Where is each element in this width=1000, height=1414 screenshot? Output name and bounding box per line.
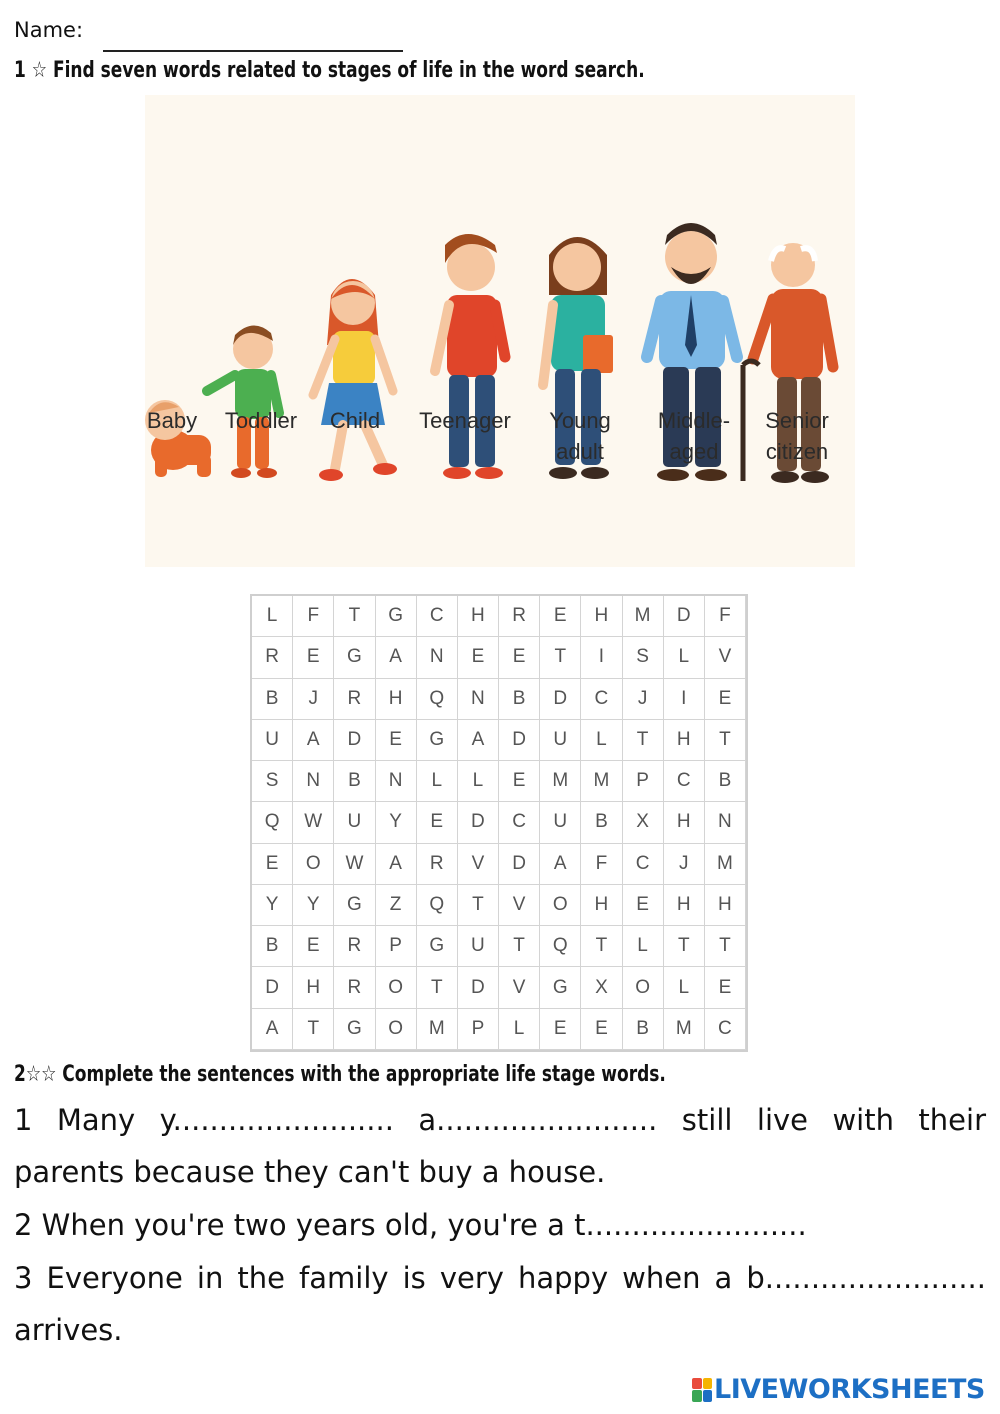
grid-cell[interactable]: P — [623, 761, 664, 802]
grid-cell[interactable]: O — [623, 967, 664, 1008]
grid-cell[interactable]: D — [458, 967, 499, 1008]
word-search-grid[interactable] — [250, 594, 748, 1052]
grid-cell[interactable]: M — [623, 596, 664, 637]
name-label: Name: — [14, 18, 84, 42]
grid-cell[interactable]: D — [540, 679, 581, 720]
grid-cell[interactable]: N — [293, 761, 334, 802]
grid-cell[interactable]: E — [499, 761, 540, 802]
grid-cell[interactable]: L — [499, 1009, 540, 1050]
grid-cell[interactable]: L — [417, 761, 458, 802]
grid-cell[interactable]: V — [499, 885, 540, 926]
grid-cell[interactable]: R — [334, 926, 375, 967]
grid-cell[interactable]: Z — [376, 885, 417, 926]
grid-cell[interactable]: Q — [540, 926, 581, 967]
grid-cell[interactable]: N — [376, 761, 417, 802]
grid-cell[interactable]: O — [376, 967, 417, 1008]
grid-cell[interactable]: S — [623, 637, 664, 678]
grid-cell[interactable]: H — [293, 967, 334, 1008]
grid-cell[interactable]: T — [417, 967, 458, 1008]
name-line[interactable] — [103, 50, 403, 52]
grid-cell[interactable]: M — [540, 761, 581, 802]
grid-cell[interactable]: J — [664, 844, 705, 885]
grid-cell[interactable]: L — [458, 761, 499, 802]
grid-cell[interactable]: H — [458, 596, 499, 637]
grid-cell[interactable]: A — [376, 637, 417, 678]
grid-cell[interactable]: E — [705, 967, 746, 1008]
grid-cell[interactable]: T — [499, 926, 540, 967]
grid-cell[interactable]: L — [664, 637, 705, 678]
grid-cell[interactable]: P — [376, 926, 417, 967]
grid-cell[interactable]: F — [705, 596, 746, 637]
grid-cell[interactable]: E — [376, 720, 417, 761]
grid-cell[interactable]: T — [581, 926, 622, 967]
grid-cell[interactable]: M — [417, 1009, 458, 1050]
grid-cell[interactable]: M — [664, 1009, 705, 1050]
grid-cell[interactable]: O — [376, 1009, 417, 1050]
grid-cell[interactable]: G — [334, 885, 375, 926]
grid-cell[interactable]: M — [705, 844, 746, 885]
grid-cell[interactable]: T — [623, 720, 664, 761]
grid-cell[interactable]: R — [334, 967, 375, 1008]
grid-cell[interactable]: L — [581, 720, 622, 761]
grid-cell[interactable]: H — [581, 596, 622, 637]
grid-cell[interactable]: B — [252, 679, 293, 720]
grid-cell[interactable]: T — [334, 596, 375, 637]
logo-text: LIVEWORKSHEETS — [714, 1374, 985, 1405]
grid-cell[interactable]: Q — [417, 885, 458, 926]
grid-cell[interactable]: M — [581, 761, 622, 802]
grid-cell[interactable]: Q — [417, 679, 458, 720]
grid-cell[interactable]: C — [581, 679, 622, 720]
grid-cell[interactable]: G — [376, 596, 417, 637]
grid-cell[interactable]: X — [581, 967, 622, 1008]
grid-cell[interactable]: A — [376, 844, 417, 885]
stage-label-child: Child — [329, 408, 381, 433]
grid-cell[interactable]: N — [458, 679, 499, 720]
grid-cell[interactable]: Y — [376, 802, 417, 843]
grid-cell[interactable]: D — [499, 844, 540, 885]
grid-cell[interactable]: F — [293, 596, 334, 637]
grid-cell[interactable]: U — [540, 802, 581, 843]
grid-cell[interactable]: E — [293, 637, 334, 678]
grid-cell[interactable]: E — [581, 1009, 622, 1050]
stage-label-baby: Baby — [146, 408, 198, 433]
grid-cell[interactable]: E — [540, 1009, 581, 1050]
grid-cell[interactable]: I — [581, 637, 622, 678]
grid-cell[interactable]: Y — [293, 885, 334, 926]
grid-cell[interactable]: B — [623, 1009, 664, 1050]
grid-cell[interactable]: R — [252, 637, 293, 678]
grid-cell[interactable]: G — [417, 720, 458, 761]
grid-cell[interactable]: C — [499, 802, 540, 843]
stage-label-middle-aged: Middle- aged — [657, 408, 731, 464]
grid-cell[interactable]: B — [252, 926, 293, 967]
grid-cell[interactable]: A — [458, 720, 499, 761]
grid-cell[interactable]: A — [540, 844, 581, 885]
grid-cell[interactable]: A — [252, 1009, 293, 1050]
grid-cell[interactable]: C — [623, 844, 664, 885]
grid-cell[interactable]: R — [499, 596, 540, 637]
grid-cell[interactable]: E — [705, 679, 746, 720]
grid-cell[interactable]: E — [499, 637, 540, 678]
grid-cell[interactable]: L — [252, 596, 293, 637]
stages-of-life-illustration — [145, 95, 855, 567]
grid-cell[interactable]: H — [664, 802, 705, 843]
grid-cell[interactable]: W — [293, 802, 334, 843]
grid-cell[interactable]: A — [293, 720, 334, 761]
grid-cell[interactable]: V — [458, 844, 499, 885]
grid-cell[interactable]: P — [458, 1009, 499, 1050]
grid-cell[interactable]: Y — [252, 885, 293, 926]
grid-cell[interactable]: V — [705, 637, 746, 678]
grid-cell[interactable]: D — [334, 720, 375, 761]
grid-cell[interactable]: T — [664, 926, 705, 967]
liveworksheets-logo — [692, 1374, 985, 1405]
grid-cell[interactable]: L — [664, 967, 705, 1008]
grid-cell[interactable]: B — [581, 802, 622, 843]
stage-label-teenager: Teenager — [419, 408, 511, 433]
grid-cell[interactable]: Q — [252, 802, 293, 843]
logo-squares-icon — [692, 1378, 712, 1402]
grid-cell[interactable]: H — [581, 885, 622, 926]
grid-cell[interactable]: D — [458, 802, 499, 843]
grid-cell[interactable]: T — [540, 637, 581, 678]
grid-cell[interactable]: T — [705, 720, 746, 761]
grid-cell[interactable]: N — [705, 802, 746, 843]
grid-cell[interactable]: S — [252, 761, 293, 802]
grid-cell[interactable]: T — [293, 1009, 334, 1050]
grid-cell[interactable]: E — [417, 802, 458, 843]
sentence-1: 1 Many y........................ a........................ still live with their parents because they can't buy a house. — [14, 1103, 986, 1189]
exercise-2-heading: 2☆☆ Complete the sentences with the appropriate life stage words. — [14, 1062, 666, 1087]
grid-cell[interactable]: H — [664, 885, 705, 926]
grid-cell[interactable]: J — [623, 679, 664, 720]
grid-cell[interactable]: E — [252, 844, 293, 885]
stage-label-young-adult: Young adult — [549, 408, 611, 464]
exercise-1-heading: 1 ☆ Find seven words related to stages of life in the word search. — [14, 58, 645, 83]
grid-cell[interactable]: U — [252, 720, 293, 761]
grid-cell[interactable]: T — [458, 885, 499, 926]
grid-cell[interactable]: R — [334, 679, 375, 720]
grid-cell[interactable]: B — [705, 761, 746, 802]
grid-cell[interactable]: U — [334, 802, 375, 843]
grid-cell[interactable]: B — [499, 679, 540, 720]
grid-cell[interactable]: C — [417, 596, 458, 637]
grid-cell[interactable]: R — [417, 844, 458, 885]
sentence-3: 3 Everyone in the family is very happy when a b........................ arrives. — [14, 1261, 986, 1347]
grid-cell[interactable]: L — [623, 926, 664, 967]
grid-cell[interactable]: D — [499, 720, 540, 761]
grid-cell[interactable]: E — [458, 637, 499, 678]
grid-cell[interactable]: V — [499, 967, 540, 1008]
grid-cell[interactable]: F — [581, 844, 622, 885]
grid-cell[interactable]: U — [540, 720, 581, 761]
grid-cell[interactable]: C — [664, 761, 705, 802]
grid-cell[interactable]: H — [376, 679, 417, 720]
grid-cell[interactable]: N — [417, 637, 458, 678]
grid-cell[interactable]: W — [334, 844, 375, 885]
grid-cell[interactable]: O — [293, 844, 334, 885]
teenager-figure — [435, 234, 505, 479]
grid-cell[interactable]: E — [293, 926, 334, 967]
stages-of-life-figures — [145, 95, 855, 567]
grid-cell[interactable]: X — [623, 802, 664, 843]
toddler-figure — [207, 325, 279, 478]
grid-cell[interactable]: C — [705, 1009, 746, 1050]
grid-cell[interactable]: G — [334, 1009, 375, 1050]
grid-cell[interactable]: I — [664, 679, 705, 720]
grid-cell[interactable]: E — [623, 885, 664, 926]
grid-cell[interactable]: E — [540, 596, 581, 637]
grid-cell[interactable]: H — [664, 720, 705, 761]
stage-label-senior-citizen: Senior citizen — [765, 408, 829, 464]
stage-label-toddler: Toddler — [224, 408, 298, 433]
child-figure — [313, 279, 397, 481]
grid-cell[interactable]: G — [334, 637, 375, 678]
grid-cell[interactable]: O — [540, 885, 581, 926]
grid-cell[interactable]: H — [705, 885, 746, 926]
grid-cell[interactable]: J — [293, 679, 334, 720]
grid-cell[interactable]: D — [664, 596, 705, 637]
grid-cell[interactable]: D — [252, 967, 293, 1008]
grid-cell[interactable]: G — [417, 926, 458, 967]
grid-cell[interactable]: B — [334, 761, 375, 802]
grid-cell[interactable]: U — [458, 926, 499, 967]
grid-cell[interactable]: T — [705, 926, 746, 967]
grid-cell[interactable]: G — [540, 967, 581, 1008]
sentence-2: 2 When you're two years old, you're a t........................ — [14, 1208, 807, 1242]
